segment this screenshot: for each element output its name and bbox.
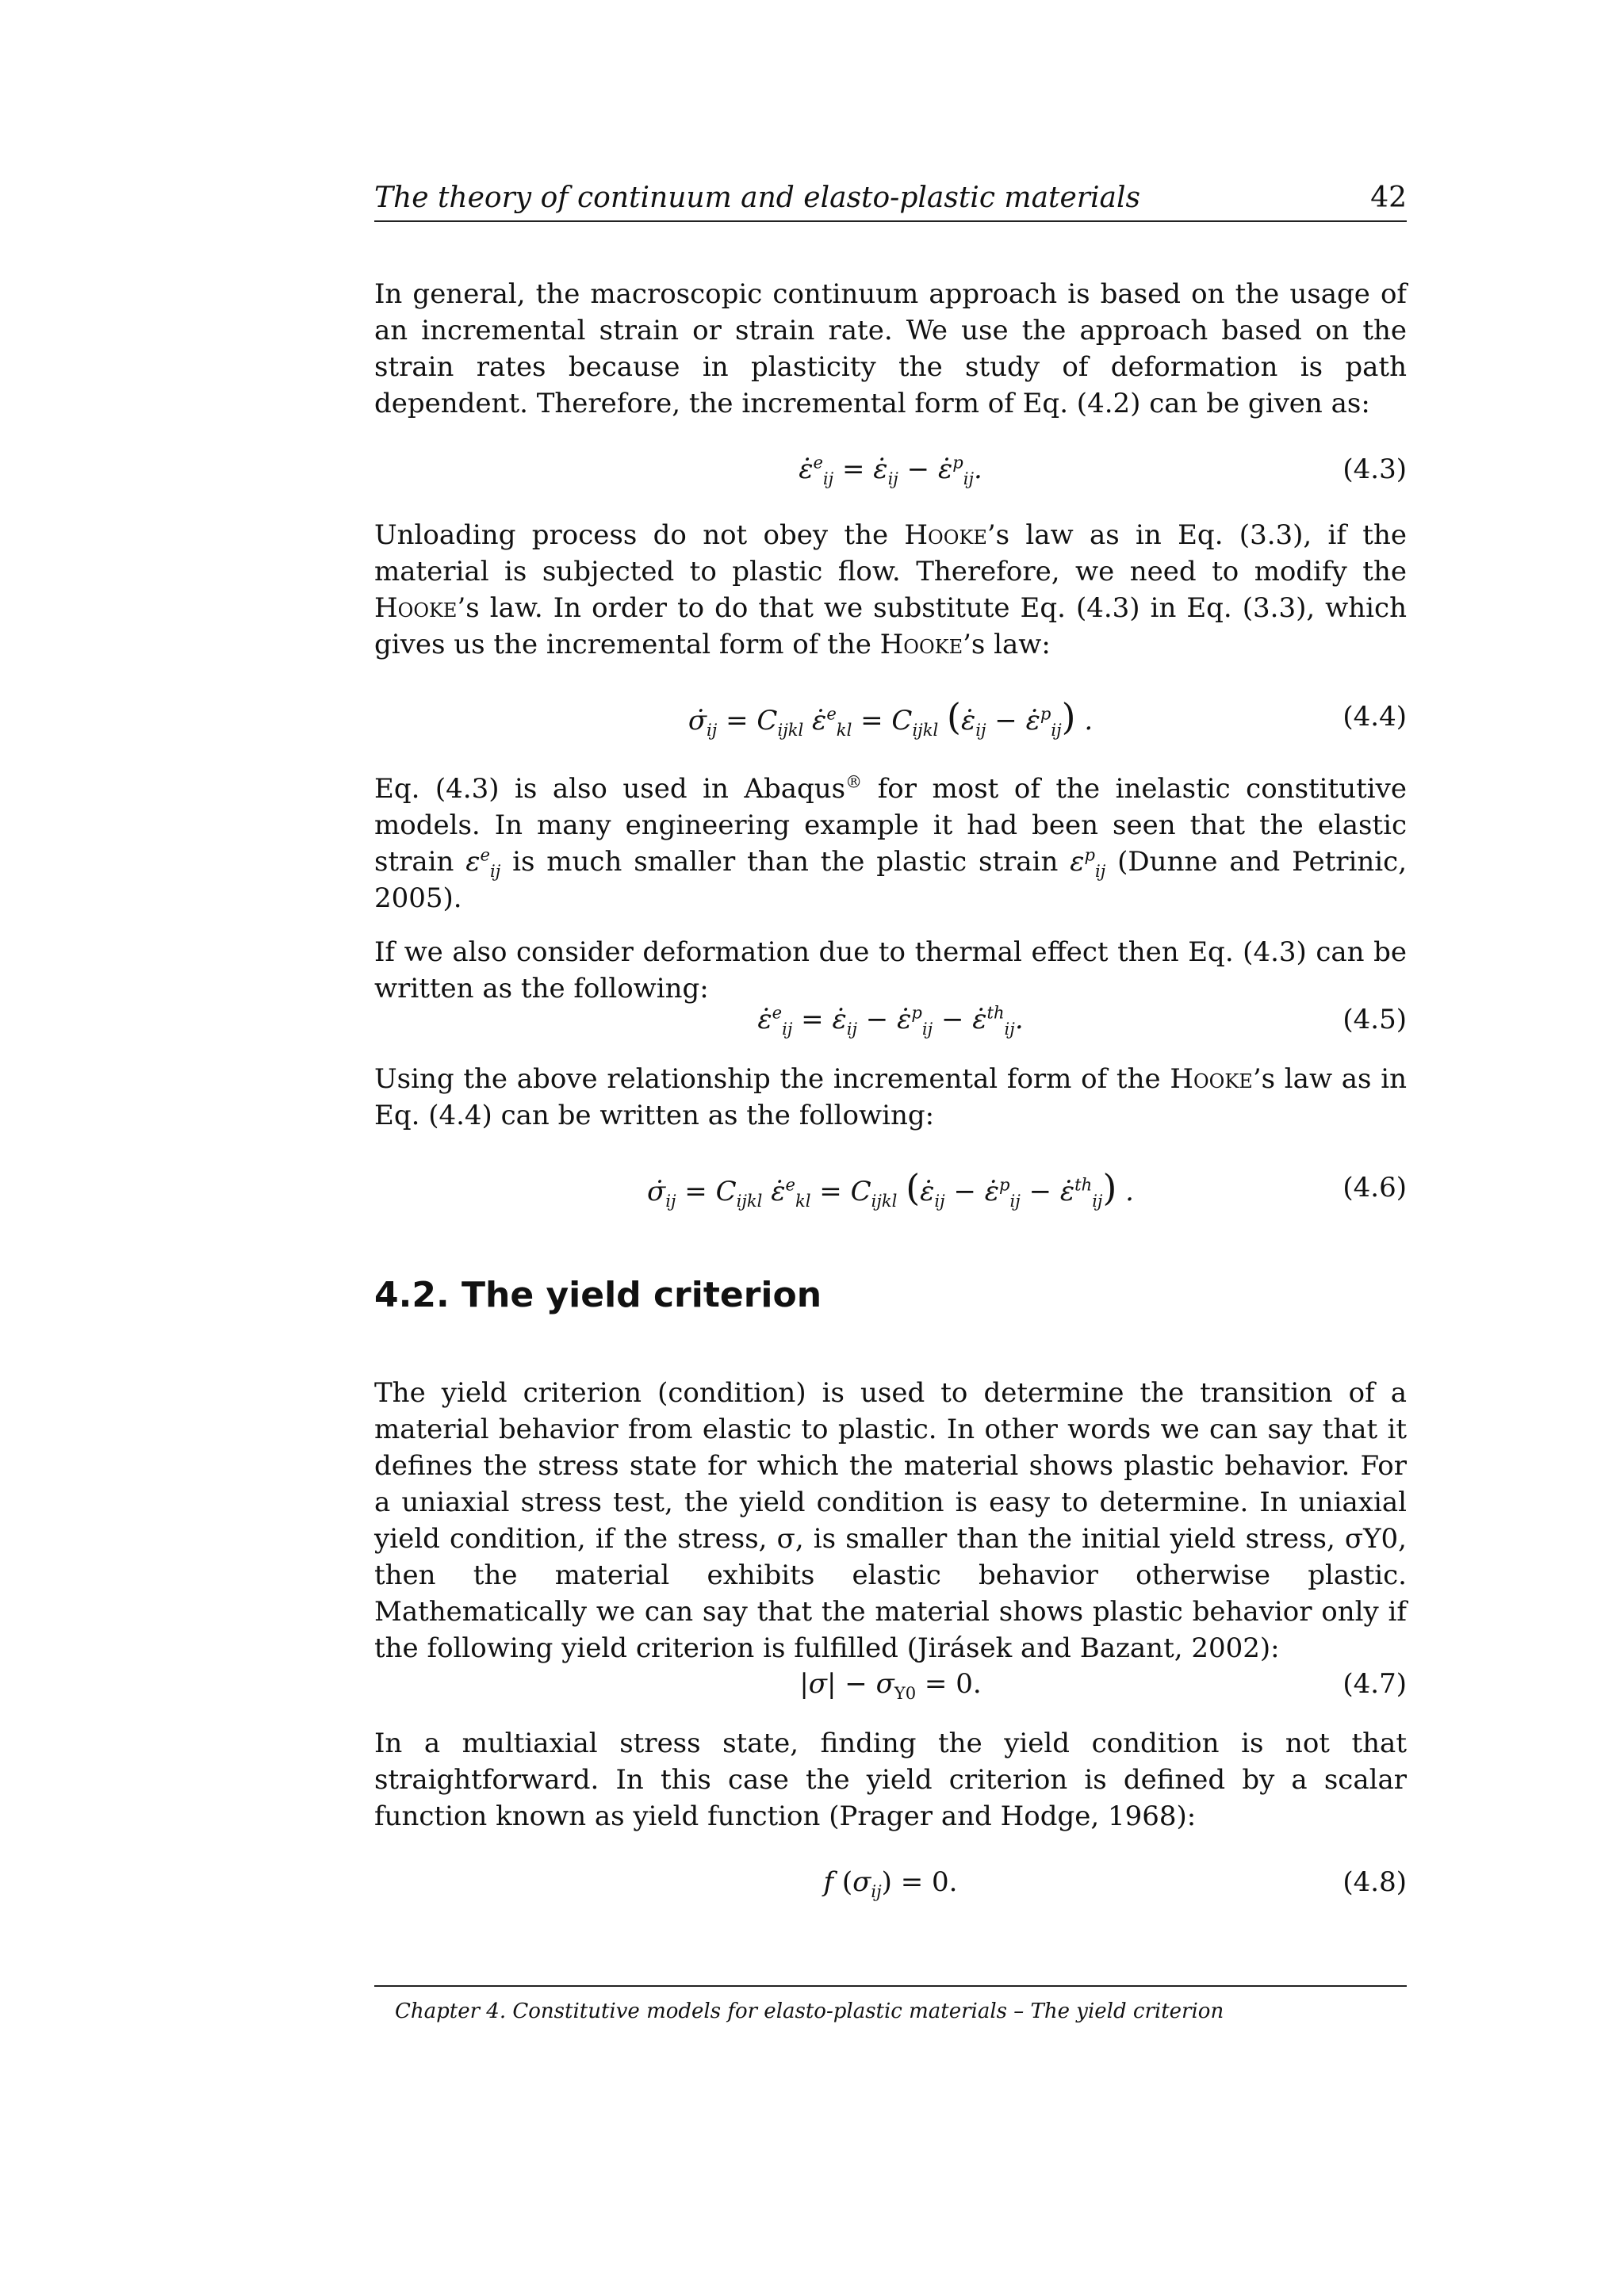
equation-4-6-number: (4.6) (1342, 1172, 1407, 1203)
hooke-name: Hooke (1170, 1063, 1253, 1095)
equation-4-4-number: (4.4) (1342, 701, 1407, 733)
main-content (374, 276, 1407, 1906)
equation-4-8-formula: f $(\sigma_{ij}) = 0$. (823, 1866, 958, 1901)
equation-4-3-formula: ε̇$^e_{ij}$ = $\varepsiloṅ_{ij}$ − ε̇$^p_{ij}$. (799, 452, 982, 488)
equation-4-4 (374, 687, 1407, 747)
equation-4-3 (374, 446, 1407, 493)
hooke-name: Hooke (879, 629, 963, 660)
equation-4-3-number: (4.3) (1342, 453, 1407, 485)
equation-4-6-formula: $\sigmȧ_{ij} = C_{ijkl}$ ε̇$^e_{kl}$ = $C_{ijkl}$ ($\varepsiloṅ_{ij}$ − ε̇$^p_{ij}$ − ε̇$^{th}_{ij}$) . (646, 1166, 1134, 1211)
paragraph-multiaxial: In a multiaxial stress state, finding the yield condition is not that straightforward. In this case the yield criterion is defined by a scalar function known as yield function (Prager and Hodge, 1968): (374, 1728, 1407, 1832)
equation-4-8 (374, 1858, 1407, 1906)
paragraph-yield-criterion: The yield criterion (condition) is used to determine the transition of a material behavior from elastic to plastic. In other words we can say that it defines the stress state for which the material shows plastic behavior. For a uniaxial stress test, the yield condition is easy to determine. In uniaxial yield condition, if the stress, σ, is smaller than the initial yield stress, σY0, then the material exhibits elastic behavior otherwise plastic. Mathematically we can say that the material shows plastic behavior only if the following yield criterion is fulfilled (Jirásek and Bazant, 2002): (374, 1377, 1407, 1664)
equation-4-4-formula: $\sigmȧ_{ij} = C_{ijkl}$ ε̇$^e_{kl}$ = $C_{ijkl}$ ($\varepsiloṅ_{ij}$ − ε̇$^p_{ij}$) . (688, 695, 1094, 740)
equation-4-5 (374, 996, 1407, 1043)
paragraph-unloading: Unloading process do not obey the Hooke’s law as in Eq. (3.3), if the material is subjected to plastic flow. Therefore, we need to modify the Hooke’s law. In order to do that we substitute Eq. (4.3) in Eq. (3.3), which gives us the incremental form of the Hooke’s law: (374, 519, 1407, 660)
running-footer: Chapter 4. Constitutive models for elasto-plastic materials – The yield criterion (374, 1985, 1407, 2025)
section-heading: 4.2. The yield criterion (374, 1275, 822, 1315)
running-header (374, 181, 1407, 222)
paragraph-relationship: Using the above relationship the incremental form of the Hooke’s law as in Eq. (4.4) can be written as the following: (374, 1063, 1407, 1131)
equation-4-7 (374, 1660, 1407, 1708)
equation-4-5-number: (4.5) (1342, 1004, 1407, 1035)
equation-4-7-formula: $|\sigma| - \sigma_{Y0} = 0$. (799, 1668, 982, 1703)
equation-4-5-formula: ε̇$^e_{ij}$ = $\varepsiloṅ_{ij}$ − ε̇$^p_{ij}$ − ε̇$^{th}_{ij}$. (757, 1002, 1024, 1039)
running-title: The theory of continuum and elasto-plastic materials (374, 182, 1140, 214)
hooke-name: Hooke (904, 519, 987, 551)
equation-4-7-number: (4.7) (1342, 1668, 1407, 1700)
paragraph-incremental-strain: In general, the macroscopic continuum approach is based on the usage of an incremental strain or strain rate. We use the approach based on the strain rates because in plasticity the study of deformation is path dependent. Therefore, the incremental form of Eq. (4.2) can be given as: (374, 278, 1407, 419)
page-number: 42 (1370, 182, 1407, 214)
paragraph-abaqus: Eq. (4.3) is also used in Abaqus® for most of the inelastic constitutive models. In many engineering example it had been seen that the elastic strain $\varepsilon^e_{ij}$ is much smaller than the plastic strain $\varepsilon^p_{ij}$ (Dunne and Petrinic, 2005). (374, 771, 1408, 914)
hooke-name: Hooke (374, 592, 458, 624)
paragraph-thermal: If we also consider deformation due to thermal effect then Eq. (4.3) can be written as the following: (374, 936, 1407, 1004)
equation-4-8-number: (4.8) (1342, 1866, 1407, 1898)
equation-4-6 (374, 1158, 1407, 1218)
